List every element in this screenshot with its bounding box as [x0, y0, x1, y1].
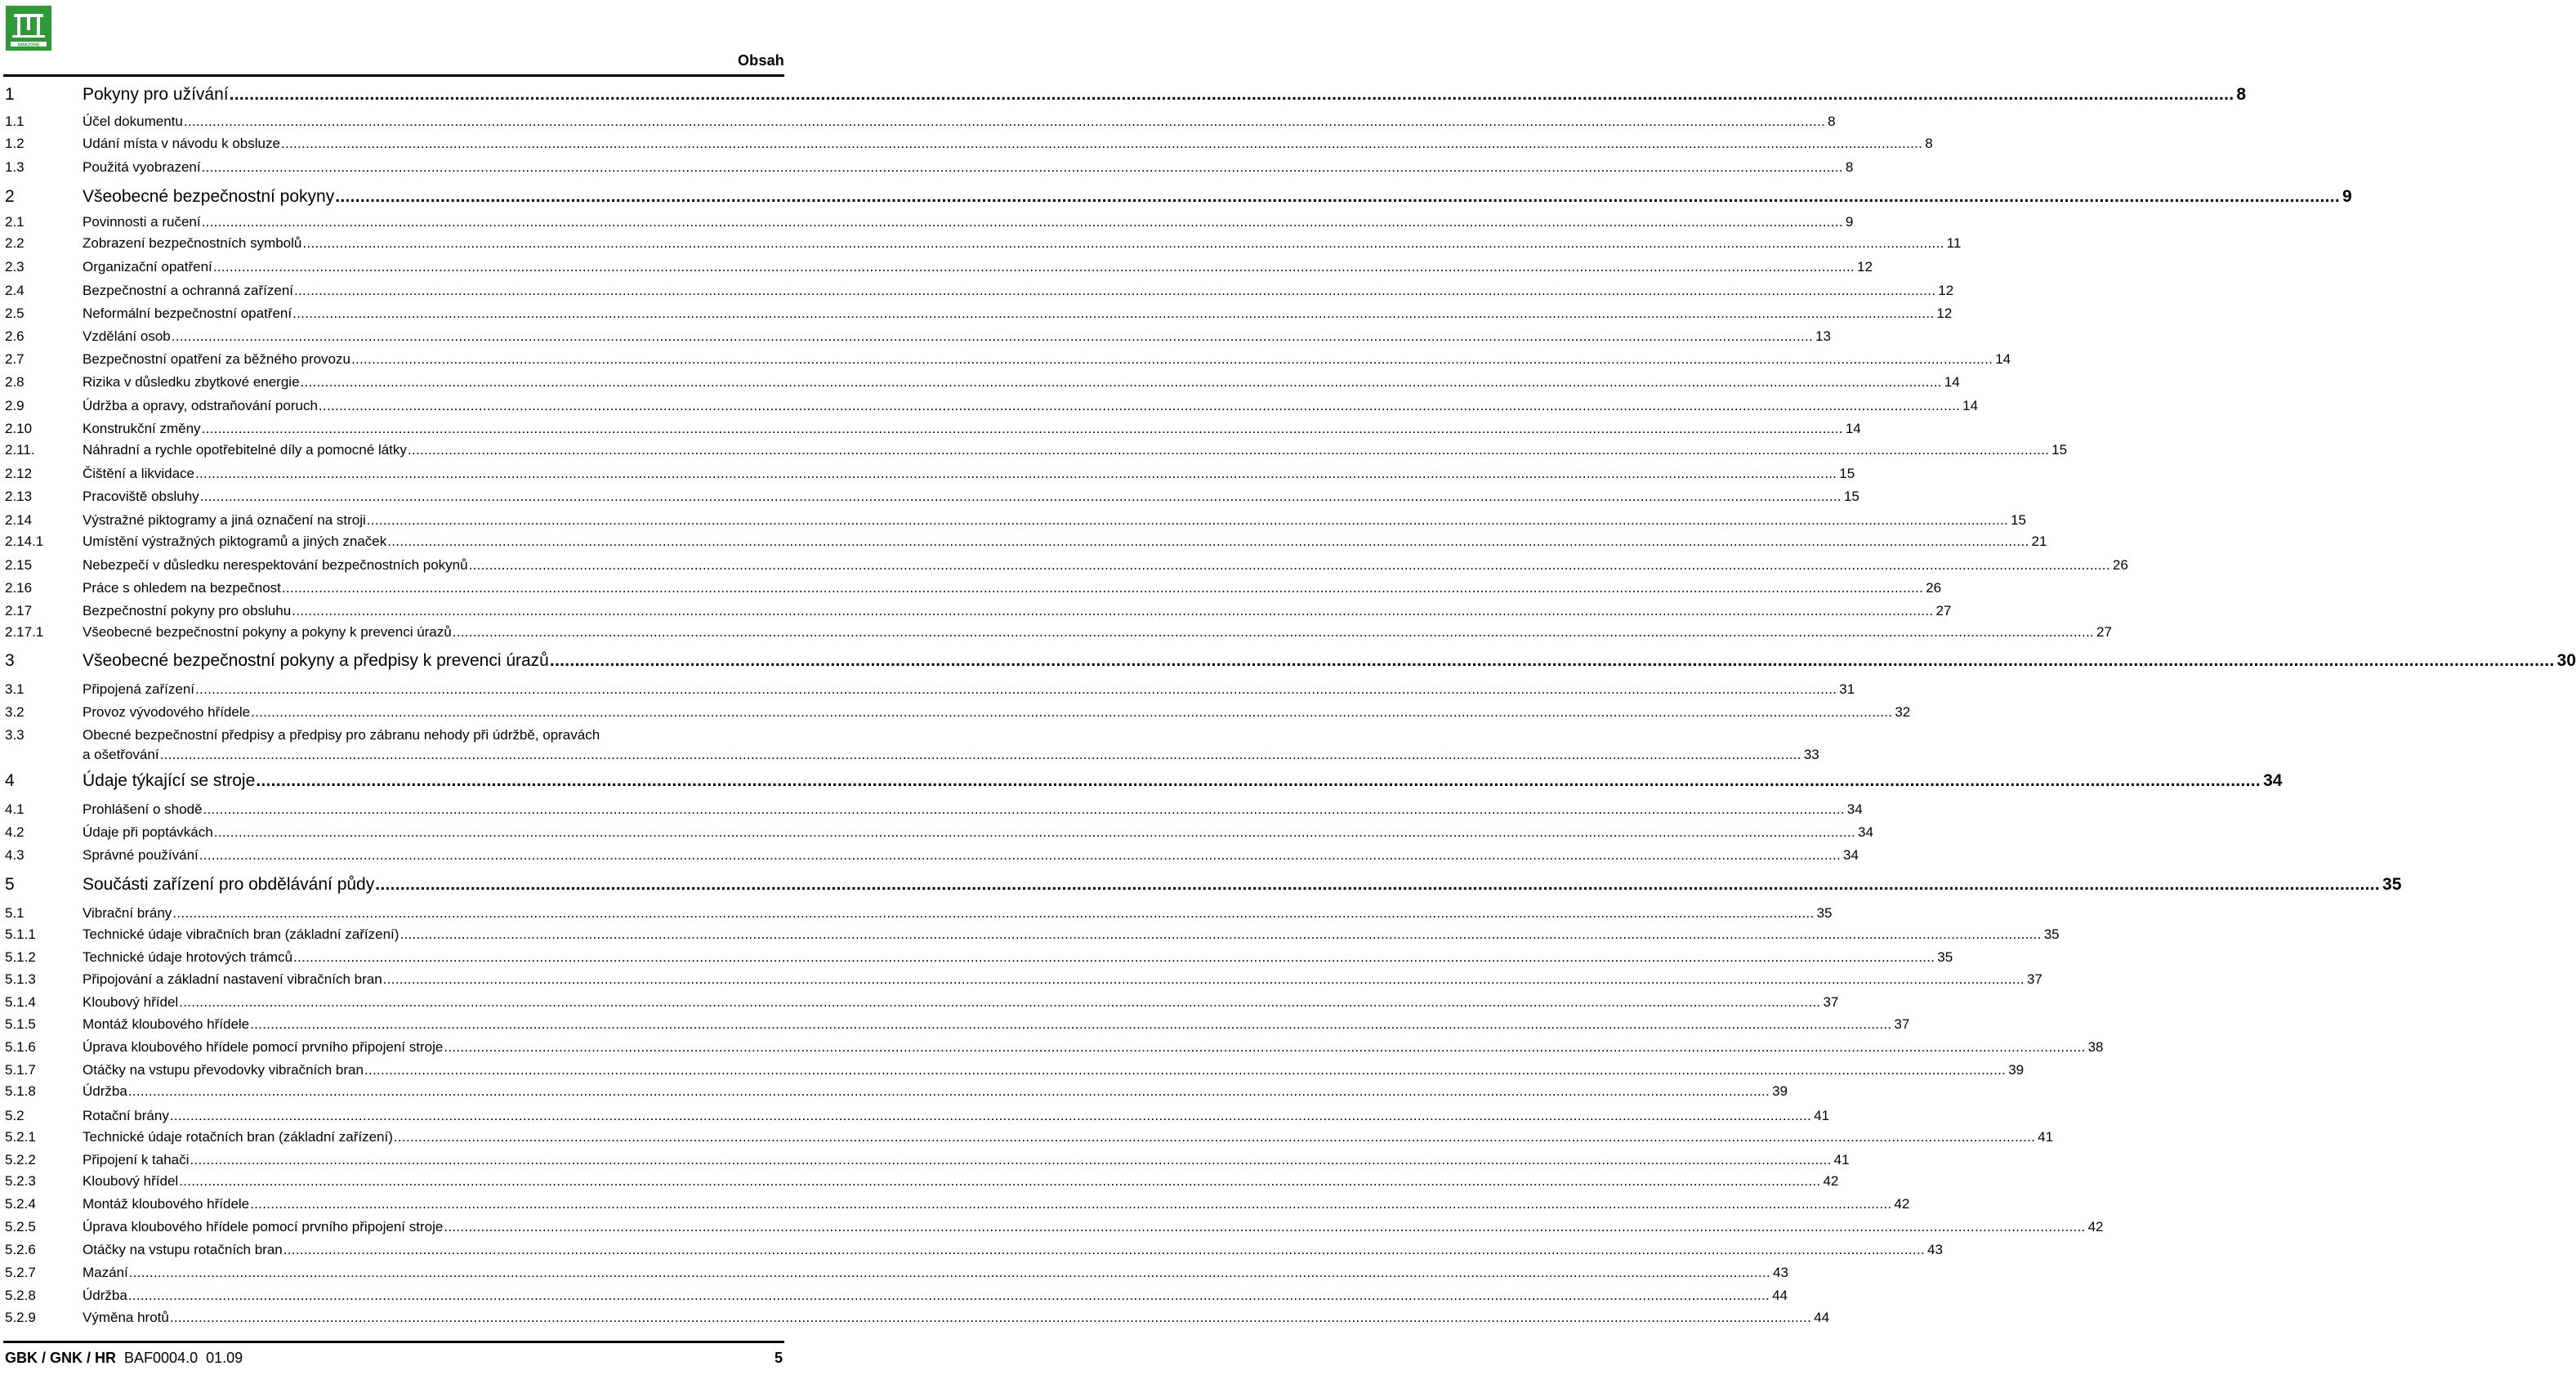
toc-entry-page: 15: [2011, 512, 2026, 528]
toc-entry-title: Prohlášení o shodě: [83, 801, 203, 817]
toc-entry-title: Provoz vývodového hřídele: [83, 704, 251, 720]
toc-entry-page: 39: [2008, 1062, 2025, 1078]
toc-entry-number: 3.3: [5, 727, 25, 743]
toc-leader-dots: ................................................................................................................................................................................................................................................................................................................................................................................................................: [283, 1242, 1926, 1257]
toc-entry-title: Kloubový hřídel: [83, 1173, 179, 1189]
toc-entry-page: 26: [1926, 580, 1942, 596]
toc-entry-title: Zobrazení bezpečnostních symbolů: [83, 235, 302, 251]
toc-leader-dots: ................................................................................................................................................................................................................................................................................................................................................................................................................: [280, 136, 1923, 151]
toc-leader-dots: ................................................................................................................................................................................................................................................................................................................................................................................................................: [292, 306, 1935, 321]
toc-leader-dots: ................................................................................................................................................................................................................................................................................................................................................................................................................: [375, 875, 2381, 894]
toc-leader-dots: ................................................................................................................................................................................................................................................................................................................................................................................................................: [364, 1062, 2007, 1078]
toc-entry-page: 14: [1845, 421, 1861, 436]
toc-entry[interactable]: [5, 489, 1859, 505]
toc-entry-title: Údržba a opravy, odstraňování poruch: [83, 398, 318, 413]
toc-leader-dots: ................................................................................................................................................................................................................................................................................................................................................................................................................: [387, 533, 2029, 549]
toc-entry-title: Technické údaje rotačních bran (základní zařízení): [83, 1129, 393, 1145]
toc-entry-title: Pracoviště obsluhy: [83, 489, 199, 504]
toc-entry-title: Vibrační brány: [83, 905, 172, 921]
toc-entry[interactable]: [5, 1062, 2025, 1078]
toc-entry-number: 5.1.2: [5, 949, 36, 965]
toc-entry-title: Výměna hrotů: [83, 1310, 169, 1325]
toc-leader-dots: ................................................................................................................................................................................................................................................................................................................................................................................................................: [201, 159, 1843, 175]
toc-entry-number: 5.2.2: [5, 1152, 36, 1167]
toc-entry-page: 13: [1815, 328, 1831, 344]
toc-entry-title: Neformální bezpečnostní opatření: [83, 306, 292, 321]
toc-entry-page: 31: [1839, 681, 1855, 697]
toc-leader-dots: ................................................................................................................................................................................................................................................................................................................................................................................................................: [183, 114, 1826, 129]
toc-entry-page: 8: [2236, 85, 2247, 104]
toc-entry[interactable]: [5, 1219, 2104, 1235]
toc-entry-page: 34: [1857, 824, 1873, 840]
toc-entry-page: 12: [1936, 306, 1953, 321]
toc-entry[interactable]: [5, 328, 1831, 345]
toc-leader-dots: ................................................................................................................................................................................................................................................................................................................................................................................................................: [127, 1288, 1770, 1303]
toc-entry-number: 1.3: [5, 159, 25, 175]
toc-leader-dots: ................................................................................................................................................................................................................................................................................................................................................................................................................: [468, 557, 2110, 573]
toc-leader-dots: ................................................................................................................................................................................................................................................................................................................................................................................................................: [549, 651, 2555, 670]
toc-entry-number: 5.2: [5, 1108, 25, 1123]
toc-entry[interactable]: [5, 704, 1911, 721]
toc-entry-title: Údržba: [83, 1288, 127, 1303]
toc-leader-dots: ................................................................................................................................................................................................................................................................................................................................................................................................................: [171, 328, 1814, 344]
toc-entry-title: Technické údaje hrotových trámců: [83, 949, 293, 965]
toc-leader-dots: ................................................................................................................................................................................................................................................................................................................................................................................................................: [195, 681, 1837, 697]
toc-entry-number: 2.10: [5, 421, 33, 436]
toc-chapter-entry[interactable]: [5, 187, 2352, 207]
toc-entry-number: 2.1: [5, 214, 25, 230]
toc-entry-title: Udání místa v návodu k obsluze: [83, 136, 280, 151]
toc-entry[interactable]: [5, 398, 1979, 414]
toc-entry-number: 5.2.8: [5, 1288, 36, 1303]
toc-entry[interactable]: [5, 557, 2128, 574]
toc-entry[interactable]: [5, 306, 1953, 322]
toc-entry-number: 5.1.5: [5, 1016, 36, 1032]
toc-leader-dots: ................................................................................................................................................................................................................................................................................................................................................................................................................: [127, 1083, 1770, 1099]
toc-entry-title: Práce s ohledem na bezpečnost: [83, 580, 281, 596]
toc-entry-number: 2.8: [5, 374, 25, 390]
toc-entry-page: 38: [2087, 1039, 2104, 1055]
toc-entry-page: 14: [1944, 374, 1960, 390]
toc-leader-dots: ................................................................................................................................................................................................................................................................................................................................................................................................................: [318, 398, 1961, 413]
toc-entry-title: Všeobecné bezpečnostní pokyny: [83, 187, 335, 206]
toc-entry-page: 8: [1828, 114, 1836, 129]
toc-entry-title: Organizační opatření: [83, 259, 212, 275]
toc-leader-dots: ................................................................................................................................................................................................................................................................................................................................................................................................................: [251, 704, 1893, 720]
footer-date: 01.09: [206, 1350, 243, 1366]
toc-entry-title: Rizika v důsledku zbytkové energie: [83, 374, 300, 390]
toc-leader-dots: ................................................................................................................................................................................................................................................................................................................................................................................................................: [350, 351, 1993, 367]
toc-entry[interactable]: [5, 1288, 1788, 1304]
footer-code: GBK / GNK / HR: [5, 1350, 117, 1366]
toc-leader-dots: ................................................................................................................................................................................................................................................................................................................................................................................................................: [366, 512, 2009, 528]
toc-chapter-entry[interactable]: [5, 85, 2247, 105]
toc-entry-title: Čištění a likvidace: [83, 466, 195, 481]
toc-entry-number: 4.2: [5, 824, 25, 840]
toc-entry[interactable]: [5, 905, 1833, 922]
toc-entry[interactable]: [5, 949, 1953, 966]
toc-entry-number: 1.2: [5, 136, 25, 151]
toc-entry-page: 27: [2096, 624, 2112, 640]
toc-leader-dots: ................................................................................................................................................................................................................................................................................................................................................................................................................: [169, 1108, 1812, 1123]
toc-entry[interactable]: [5, 603, 1952, 619]
toc-entry-number: 5.1: [5, 905, 25, 921]
toc-entry-page: 39: [1772, 1083, 1788, 1099]
toc-leader-dots: ................................................................................................................................................................................................................................................................................................................................................................................................................: [201, 421, 1843, 436]
toc-leader-dots: ................................................................................................................................................................................................................................................................................................................................................................................................................: [452, 624, 2094, 640]
toc-entry-number: 2.9: [5, 398, 25, 413]
toc-entry-page: 34: [1843, 847, 1859, 863]
toc-entry-number: 5.2.5: [5, 1219, 36, 1234]
toc-entry[interactable]: [5, 1196, 1910, 1212]
toc-entry[interactable]: [5, 1152, 1850, 1168]
toc-entry-page: 14: [1962, 398, 1979, 413]
toc-entry-number: 3.1: [5, 681, 25, 697]
toc-leader-dots: ................................................................................................................................................................................................................................................................................................................................................................................................................: [444, 1039, 2086, 1055]
toc-entry-number: 5.1.7: [5, 1062, 36, 1078]
toc-entry-page: 44: [1772, 1288, 1788, 1303]
toc-entry-page: 42: [1823, 1173, 1839, 1189]
toc-entry-title: Kloubový hřídel: [83, 994, 179, 1010]
toc-entry-title: Připojení k tahači: [83, 1152, 190, 1167]
toc-entry-title: Bezpečnostní a ochranná zařízení: [83, 283, 293, 298]
toc-entry-title: Úprava kloubového hřídele pomocí prvního připojení stroje: [83, 1039, 444, 1055]
toc-leader-dots: ................................................................................................................................................................................................................................................................................................................................................................................................................: [212, 259, 1855, 275]
toc-entry-title: Údržba: [83, 1083, 127, 1099]
toc-entry[interactable]: [5, 283, 1954, 299]
toc-entry-title: Úprava kloubového hřídele pomocí prvního připojení stroje: [83, 1219, 444, 1234]
toc-leader-dots: ................................................................................................................................................................................................................................................................................................................................................................................................................: [203, 801, 1845, 817]
toc-leader-dots: ................................................................................................................................................................................................................................................................................................................................................................................................................: [300, 374, 1942, 390]
toc-entry-page: 15: [1843, 489, 1859, 504]
toc-leader-dots: ................................................................................................................................................................................................................................................................................................................................................................................................................: [293, 949, 1935, 965]
toc-entry-page: 43: [1927, 1242, 1943, 1257]
toc-entry-page: 37: [2026, 971, 2042, 987]
toc-entry-title: Mazání: [83, 1265, 128, 1280]
toc-entry-page: 26: [2112, 557, 2128, 573]
toc-entry-page: 9: [1845, 214, 1854, 230]
toc-entry-page: 12: [1938, 283, 1954, 298]
toc-entry[interactable]: [5, 847, 1859, 864]
toc-entry-number: 2.6: [5, 328, 25, 344]
toc-entry[interactable]: [5, 1173, 1839, 1190]
toc-leader-dots: ................................................................................................................................................................................................................................................................................................................................................................................................................: [229, 85, 2234, 104]
toc-entry-number: 2.12: [5, 466, 33, 481]
toc-entry-page: 41: [1814, 1108, 1830, 1123]
toc-entry-number: 2: [5, 187, 15, 206]
toc-entry-number: 2.4: [5, 283, 25, 298]
toc-entry-page: 9: [2342, 187, 2352, 206]
toc-entry[interactable]: [5, 1265, 1788, 1281]
toc-entry[interactable]: [5, 351, 2011, 368]
toc-entry-page: 8: [1845, 159, 1854, 175]
svg-text:AMAZONE: AMAZONE: [17, 42, 40, 48]
toc-entry[interactable]: [5, 1242, 1943, 1258]
toc-entry[interactable]: [5, 971, 2042, 988]
toc-entry-title: Povinnosti a ručení: [83, 214, 201, 230]
toc-entry-title: Technické údaje vibračních bran (základní zařízení): [83, 926, 400, 942]
toc-entry-number: 5.1.6: [5, 1039, 36, 1055]
toc-entry-number: 5: [5, 875, 15, 894]
toc-entry-page: 34: [1846, 801, 1863, 817]
toc-entry-page: 15: [1839, 466, 1855, 481]
toc-entry-page: 11: [1946, 235, 1962, 251]
toc-entry-number: 2.14: [5, 512, 33, 528]
toc-entry-number: 1: [5, 85, 15, 104]
toc-entry-page: 33: [1803, 747, 1819, 762]
toc-entry-number: 2.14.1: [5, 533, 44, 549]
toc-leader-dots: ................................................................................................................................................................................................................................................................................................................................................................................................................: [382, 971, 2025, 987]
toc-entry-number: 5.2.7: [5, 1265, 36, 1280]
toc-entry[interactable]: [5, 114, 1836, 130]
toc-entry-title: Rotační brány: [83, 1108, 169, 1123]
toc-entry[interactable]: [5, 801, 1863, 818]
toc-entry-title: Montáž kloubového hřídele: [83, 1196, 250, 1212]
toc-entry-title: Všeobecné bezpečnostní pokyny a předpisy k prevenci úrazů: [83, 651, 549, 670]
toc-entry[interactable]: [5, 624, 2112, 641]
toc-entry[interactable]: [5, 994, 1839, 1011]
toc-entry[interactable]: [5, 374, 1960, 391]
toc-entry-number: 5.2.9: [5, 1310, 36, 1325]
toc-entry-number: 2.11.: [5, 442, 35, 458]
toc-leader-dots: ................................................................................................................................................................................................................................................................................................................................................................................................................: [281, 580, 1924, 596]
toc-entry[interactable]: [5, 512, 2026, 529]
toc-entry-number: 5.1.3: [5, 971, 36, 987]
toc-entry-number: 2.17.1: [5, 624, 44, 640]
toc-entry[interactable]: [5, 235, 1962, 252]
toc-entry[interactable]: [5, 1108, 1830, 1124]
toc-entry[interactable]: [5, 1016, 1910, 1033]
toc-entry-number: 5.2.1: [5, 1129, 36, 1145]
toc-entry-page: 21: [2031, 533, 2047, 549]
toc-entry-title: Připojená zařízení: [83, 681, 195, 697]
toc-chapter-entry[interactable]: [5, 651, 2576, 671]
toc-leader-dots: ................................................................................................................................................................................................................................................................................................................................................................................................................: [169, 1310, 1812, 1325]
toc-entry-number: 2.17: [5, 603, 33, 618]
toc-entry-page: 30: [2556, 651, 2576, 670]
toc-entry-number: 3: [5, 651, 15, 670]
toc-entry-title: Použitá vyobrazení: [83, 159, 201, 175]
toc-entry-number: 5.1.1: [5, 926, 36, 942]
toc-entry-title: Otáčky na vstupu převodovky vibračních bran: [83, 1062, 364, 1078]
toc-entry-page: 37: [1894, 1016, 1910, 1032]
toc-entry[interactable]: [5, 159, 1854, 176]
footer-doc-id: BAF0004.0: [124, 1350, 199, 1366]
toc-chapter-entry[interactable]: [5, 771, 2283, 791]
toc-entry-page: 41: [2038, 1129, 2054, 1145]
toc-leader-dots: ................................................................................................................................................................................................................................................................................................................................................................................................................: [400, 926, 2042, 942]
page-footer: [5, 1350, 783, 1367]
toc-entry[interactable]: [5, 214, 1854, 230]
toc-entry-page: 37: [1823, 994, 1839, 1010]
toc-entry-number: 2.2: [5, 235, 25, 251]
toc-entry-number: 5.1.4: [5, 994, 36, 1010]
toc-entry-title: Údaje týkající se stroje: [83, 771, 256, 790]
toc-entry-page: 32: [1895, 704, 1911, 720]
toc-leader-dots: ................................................................................................................................................................................................................................................................................................................................................................................................................: [292, 603, 1934, 618]
section-label: Obsah: [737, 52, 784, 69]
toc-entry-number: 5.2.4: [5, 1196, 36, 1212]
toc-entry[interactable]: [5, 1310, 1830, 1326]
toc-leader-dots: ................................................................................................................................................................................................................................................................................................................................................................................................................: [444, 1219, 2086, 1234]
toc-entry-title: Součásti zařízení pro obdělávání půdy: [83, 875, 375, 894]
toc-entry-page: 35: [1937, 949, 1953, 965]
toc-entry-title: Konstrukční změny: [83, 421, 201, 436]
toc-entry-number: 4.3: [5, 847, 25, 863]
toc-entry-page: 14: [1995, 351, 2011, 367]
toc-leader-dots: ................................................................................................................................................................................................................................................................................................................................................................................................................: [250, 1196, 1892, 1212]
toc-entry-number: 2.5: [5, 306, 25, 321]
toc-leader-dots: ................................................................................................................................................................................................................................................................................................................................................................................................................: [199, 489, 1842, 504]
toc-entry[interactable]: [5, 727, 1819, 763]
toc-entry[interactable]: [5, 1083, 1788, 1100]
toc-leader-dots: ................................................................................................................................................................................................................................................................................................................................................................................................................: [335, 187, 2341, 206]
toc-entry-page: 15: [2051, 442, 2068, 458]
toc-entry-number: 4: [5, 771, 15, 790]
toc-entry-page: 42: [2087, 1219, 2104, 1234]
toc-entry-page: 43: [1773, 1265, 1788, 1280]
toc-chapter-entry[interactable]: [5, 875, 2402, 895]
toc-entry-title: Připojování a základní nastavení vibračních bran: [83, 971, 382, 987]
toc-leader-dots: ................................................................................................................................................................................................................................................................................................................................................................................................................: [213, 824, 1855, 840]
toc-entry-number: 5.2.6: [5, 1242, 36, 1257]
toc-leader-dots: ................................................................................................................................................................................................................................................................................................................................................................................................................: [407, 442, 2050, 458]
footer-page-number: 5: [774, 1350, 783, 1366]
toc-entry-title: Vzdělání osob: [83, 328, 171, 344]
toc-entry[interactable]: [5, 1129, 2054, 1145]
toc-leader-dots: ................................................................................................................................................................................................................................................................................................................................................................................................................: [302, 235, 1944, 251]
toc-entry-page: 44: [1814, 1310, 1830, 1325]
toc-entry-title: Náhradní a rychle opotřebitelné díly a pomocné látky: [83, 442, 407, 458]
toc-leader-dots: ................................................................................................................................................................................................................................................................................................................................................................................................................: [256, 771, 2261, 790]
toc-entry-page: 41: [1833, 1152, 1850, 1167]
toc-leader-dots: ................................................................................................................................................................................................................................................................................................................................................................................................................: [179, 994, 1821, 1010]
toc-leader-dots: ................................................................................................................................................................................................................................................................................................................................................................................................................: [172, 905, 1815, 921]
toc-entry-title: Obecné bezpečnostní předpisy a předpisy pro zábranu nehody při údržbě, opravách: [83, 727, 600, 743]
toc-leader-dots: ................................................................................................................................................................................................................................................................................................................................................................................................................: [201, 214, 1843, 230]
toc-entry-number: 4.1: [5, 801, 25, 817]
toc-entry-number: 1.1: [5, 114, 25, 129]
toc-entry-page: 35: [2043, 926, 2060, 942]
toc-entry-page: 35: [2382, 875, 2402, 894]
toc-entry-title: Údaje při poptávkách: [83, 824, 213, 840]
toc-entry-page: 35: [1816, 905, 1833, 921]
toc-entry[interactable]: [5, 259, 1873, 275]
toc-entry-title: Pokyny pro užívání: [83, 85, 229, 104]
toc-entry-title: Všeobecné bezpečnostní pokyny a pokyny k prevenci úrazů: [83, 624, 452, 640]
toc-entry-number: 2.15: [5, 557, 33, 573]
toc-entry-title: Výstražné piktogramy a jiná označení na stroji: [83, 512, 366, 528]
toc-entry-title: Montáž kloubového hřídele: [83, 1016, 250, 1032]
toc-leader-dots: ................................................................................................................................................................................................................................................................................................................................................................................................................: [179, 1173, 1821, 1189]
toc-entry-number: 2.3: [5, 259, 25, 275]
toc-entry-number: 3.2: [5, 704, 25, 720]
toc-leader-dots: ................................................................................................................................................................................................................................................................................................................................................................................................................: [190, 1152, 1832, 1167]
toc-leader-dots: ................................................................................................................................................................................................................................................................................................................................................................................................................: [128, 1265, 1771, 1280]
toc-leader-dots: ................................................................................................................................................................................................................................................................................................................................................................................................................: [393, 1129, 2036, 1145]
toc-entry-title-line2: a ošetřování: [83, 747, 159, 762]
toc-entry-page: 12: [1857, 259, 1873, 275]
toc-entry-number: 5.2.3: [5, 1173, 36, 1189]
toc-entry-page: 27: [1935, 603, 1952, 618]
toc-entry-number: 2.7: [5, 351, 25, 367]
toc-entry-title: Účel dokumentu: [83, 114, 183, 129]
toc-entry-number: 2.13: [5, 489, 33, 504]
toc-entry-title: Bezpečnostní opatření za běžného provozu: [83, 351, 350, 367]
toc-entry[interactable]: [5, 466, 1855, 482]
toc-entry-title: Správné používání: [83, 847, 199, 863]
toc-leader-dots: ................................................................................................................................................................................................................................................................................................................................................................................................................: [159, 747, 1801, 762]
toc-entry[interactable]: [5, 824, 1873, 841]
toc-leader-dots: ................................................................................................................................................................................................................................................................................................................................................................................................................: [195, 466, 1837, 481]
toc-entry[interactable]: [5, 1039, 2104, 1056]
toc-entry-page: 34: [2263, 771, 2283, 790]
toc-entry[interactable]: [5, 926, 2060, 943]
toc-entry-title: Otáčky na vstupu rotačních bran: [83, 1242, 283, 1257]
toc-leader-dots: ................................................................................................................................................................................................................................................................................................................................................................................................................: [250, 1016, 1892, 1032]
toc-entry[interactable]: [5, 421, 1861, 437]
toc-leader-dots: ................................................................................................................................................................................................................................................................................................................................................................................................................: [294, 283, 1936, 298]
footer-divider: [3, 1341, 784, 1343]
toc-entry[interactable]: [5, 580, 1942, 596]
toc-entry-page: 8: [1925, 136, 1933, 151]
toc-entry-title: Nebezpečí v důsledku nerespektování bezpečnostních pokynů: [83, 557, 468, 573]
toc-entry[interactable]: [5, 533, 2047, 550]
toc-entry-title: Bezpečnostní pokyny pro obsluhu: [83, 603, 292, 618]
toc-entry-page: 42: [1894, 1196, 1910, 1212]
toc-entry[interactable]: [5, 136, 1933, 152]
toc-entry-number: 2.16: [5, 580, 33, 596]
toc-entry-number: 5.1.8: [5, 1083, 36, 1099]
toc-entry-title: Umístění výstražných piktogramů a jiných značek: [83, 533, 387, 549]
toc-entry[interactable]: [5, 442, 2068, 458]
toc-entry[interactable]: [5, 681, 1855, 698]
toc-leader-dots: ................................................................................................................................................................................................................................................................................................................................................................................................................: [199, 847, 1842, 863]
